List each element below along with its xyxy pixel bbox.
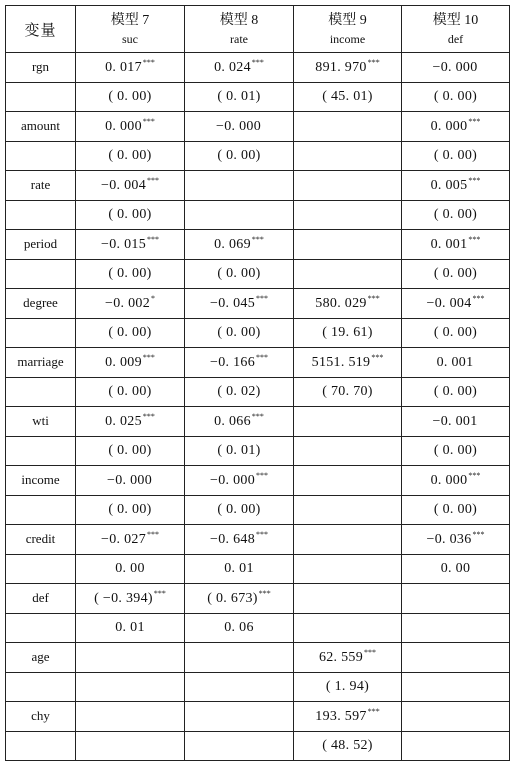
standard-error-row bbox=[6, 318, 510, 348]
coefficient-cell bbox=[294, 171, 402, 201]
coefficient-value: 0. 024 bbox=[214, 60, 251, 76]
coefficient-value: −0. 027 bbox=[101, 532, 146, 548]
significance-stars: *** bbox=[251, 412, 264, 422]
standard-error-cell bbox=[185, 731, 294, 761]
coefficient-cell bbox=[76, 289, 185, 319]
standard-error-cell: ( 0. 00) bbox=[185, 495, 294, 525]
coefficient-cell bbox=[76, 407, 185, 437]
standard-error-cell: ( 0. 00) bbox=[402, 200, 510, 230]
coefficient-value: 0. 000 bbox=[430, 473, 468, 489]
model-name: 模型 7 bbox=[110, 12, 150, 28]
standard-error-row bbox=[6, 731, 510, 761]
standard-error-cell: ( 19. 61) bbox=[294, 318, 402, 348]
significance-stars: *** bbox=[367, 294, 380, 304]
model-name: 模型 9 bbox=[328, 12, 367, 28]
coefficient-cell bbox=[185, 289, 294, 319]
regression-table bbox=[5, 5, 510, 761]
standard-error-cell: ( 0. 00) bbox=[76, 259, 185, 289]
coefficient-value: 5151. 519 bbox=[311, 355, 371, 371]
significance-stars: *** bbox=[147, 235, 159, 245]
coefficient-value: 0. 001 bbox=[430, 237, 468, 253]
significance-stars: * bbox=[151, 294, 155, 304]
coefficient-cell bbox=[294, 702, 402, 732]
variable-name: degree bbox=[6, 289, 76, 319]
significance-stars: *** bbox=[468, 471, 481, 481]
standard-error-cell: 0. 00 bbox=[76, 554, 185, 584]
significance-stars: *** bbox=[371, 353, 384, 363]
empty-variable-cell bbox=[6, 259, 76, 289]
variable-name: amount bbox=[6, 112, 76, 142]
table-body bbox=[6, 53, 510, 761]
standard-error-cell bbox=[294, 259, 402, 289]
standard-error-cell: ( 0. 01) bbox=[185, 82, 294, 112]
coefficient-row bbox=[6, 112, 510, 142]
coefficient-value: 62. 559 bbox=[318, 650, 364, 666]
coefficient-value: 0. 025 bbox=[105, 414, 142, 430]
significance-stars: *** bbox=[468, 176, 481, 186]
coefficient-row bbox=[6, 643, 510, 673]
coefficient-row bbox=[6, 171, 510, 201]
dependent-variable: rate bbox=[230, 31, 248, 46]
coefficient-value: −0. 045 bbox=[210, 296, 255, 312]
dependent-variable: suc bbox=[122, 31, 138, 46]
standard-error-row bbox=[6, 377, 510, 407]
coefficient-cell bbox=[76, 466, 185, 496]
coefficient-value: −0. 000 bbox=[210, 473, 255, 489]
coefficient-cell bbox=[76, 230, 185, 260]
empty-variable-cell bbox=[6, 554, 76, 584]
coefficient-cell bbox=[294, 112, 402, 142]
empty-variable-cell bbox=[6, 141, 76, 171]
coefficient-cell bbox=[402, 702, 510, 732]
empty-variable-cell bbox=[6, 731, 76, 761]
coefficient-value: −0. 000 bbox=[107, 473, 152, 489]
model-header-9 bbox=[294, 6, 402, 53]
standard-error-row bbox=[6, 82, 510, 112]
coefficient-cell bbox=[294, 584, 402, 614]
standard-error-cell: ( 0. 00) bbox=[76, 436, 185, 466]
standard-error-row bbox=[6, 495, 510, 525]
coefficient-value: 193. 597 bbox=[315, 709, 367, 725]
coefficient-cell bbox=[402, 407, 510, 437]
significance-stars: *** bbox=[153, 589, 166, 599]
coefficient-cell bbox=[185, 407, 294, 437]
standard-error-cell: ( 0. 00) bbox=[402, 436, 510, 466]
empty-variable-cell bbox=[6, 200, 76, 230]
significance-stars: *** bbox=[147, 176, 159, 186]
significance-stars: *** bbox=[468, 235, 481, 245]
coefficient-cell bbox=[76, 702, 185, 732]
model-name: 模型 10 bbox=[432, 12, 479, 28]
coefficient-cell bbox=[185, 525, 294, 555]
standard-error-cell: ( 48. 52) bbox=[294, 731, 402, 761]
coefficient-row bbox=[6, 584, 510, 614]
coefficient-cell bbox=[402, 466, 510, 496]
coefficient-cell bbox=[294, 348, 402, 378]
significance-stars: *** bbox=[251, 235, 264, 245]
coefficient-row bbox=[6, 466, 510, 496]
empty-variable-cell bbox=[6, 613, 76, 643]
coefficient-value: 0. 069 bbox=[214, 237, 251, 253]
significance-stars: *** bbox=[367, 707, 380, 717]
empty-variable-cell bbox=[6, 436, 76, 466]
coefficient-row bbox=[6, 702, 510, 732]
coefficient-value: 0. 000 bbox=[430, 119, 468, 135]
empty-variable-cell bbox=[6, 82, 76, 112]
coefficient-cell bbox=[185, 584, 294, 614]
standard-error-cell: ( 0. 00) bbox=[402, 82, 510, 112]
coefficient-row bbox=[6, 525, 510, 555]
standard-error-cell: 0. 01 bbox=[76, 613, 185, 643]
coefficient-value: 0. 009 bbox=[105, 355, 142, 371]
coefficient-cell bbox=[402, 230, 510, 260]
standard-error-cell: ( 0. 00) bbox=[402, 495, 510, 525]
coefficient-value: −0. 000 bbox=[432, 60, 478, 76]
coefficient-value: 0. 066 bbox=[214, 414, 251, 430]
standard-error-cell: ( 0. 00) bbox=[76, 495, 185, 525]
standard-error-row bbox=[6, 672, 510, 702]
coefficient-cell bbox=[294, 643, 402, 673]
standard-error-row bbox=[6, 613, 510, 643]
coefficient-cell bbox=[76, 584, 185, 614]
coefficient-cell bbox=[185, 348, 294, 378]
significance-stars: *** bbox=[468, 117, 481, 127]
coefficient-value: 0. 001 bbox=[436, 355, 474, 371]
coefficient-cell bbox=[185, 230, 294, 260]
significance-stars: *** bbox=[142, 412, 155, 422]
variable-name: wti bbox=[6, 407, 76, 437]
standard-error-cell bbox=[294, 436, 402, 466]
dependent-variable: income bbox=[329, 31, 366, 46]
standard-error-row bbox=[6, 200, 510, 230]
coefficient-cell bbox=[185, 53, 294, 83]
standard-error-cell bbox=[402, 731, 510, 761]
standard-error-row bbox=[6, 141, 510, 171]
coefficient-value: −0. 002 bbox=[105, 296, 150, 312]
coefficient-cell bbox=[402, 584, 510, 614]
coefficient-row bbox=[6, 407, 510, 437]
model-name: 模型 8 bbox=[219, 12, 259, 28]
standard-error-cell: ( 0. 00) bbox=[76, 82, 185, 112]
significance-stars: *** bbox=[256, 530, 268, 540]
significance-stars: *** bbox=[364, 648, 377, 658]
standard-error-cell: ( 0. 00) bbox=[402, 141, 510, 171]
standard-error-cell: 0. 01 bbox=[185, 554, 294, 584]
coefficient-cell bbox=[185, 702, 294, 732]
coefficient-cell bbox=[76, 643, 185, 673]
standard-error-row bbox=[6, 436, 510, 466]
coefficient-cell bbox=[294, 230, 402, 260]
dependent-variable: def bbox=[447, 31, 464, 46]
standard-error-cell: ( 0. 00) bbox=[402, 259, 510, 289]
significance-stars: *** bbox=[472, 530, 485, 540]
coefficient-cell bbox=[76, 112, 185, 142]
coefficient-value: 891. 970 bbox=[315, 60, 367, 76]
standard-error-cell bbox=[185, 672, 294, 702]
variable-name: rgn bbox=[6, 53, 76, 83]
coefficient-value: 0. 005 bbox=[430, 178, 468, 194]
coefficient-value: −0. 015 bbox=[101, 237, 146, 253]
coefficient-cell bbox=[402, 289, 510, 319]
standard-error-cell: ( 0. 00) bbox=[76, 377, 185, 407]
coefficient-cell bbox=[294, 466, 402, 496]
standard-error-cell bbox=[294, 200, 402, 230]
coefficient-cell bbox=[185, 466, 294, 496]
coefficient-row bbox=[6, 53, 510, 83]
coefficient-cell bbox=[402, 53, 510, 83]
significance-stars: *** bbox=[142, 58, 155, 68]
coefficient-cell bbox=[402, 171, 510, 201]
coefficient-value: ( −0. 394) bbox=[94, 591, 153, 607]
coefficient-value: 580. 029 bbox=[315, 296, 367, 312]
empty-variable-cell bbox=[6, 377, 76, 407]
standard-error-cell: 0. 00 bbox=[402, 554, 510, 584]
variable-name: income bbox=[6, 466, 76, 496]
significance-stars: *** bbox=[142, 117, 155, 127]
coefficient-cell bbox=[185, 643, 294, 673]
empty-variable-cell bbox=[6, 318, 76, 348]
coefficient-cell bbox=[185, 171, 294, 201]
empty-variable-cell bbox=[6, 495, 76, 525]
standard-error-cell: ( 45. 01) bbox=[294, 82, 402, 112]
significance-stars: *** bbox=[142, 353, 155, 363]
coefficient-cell bbox=[294, 53, 402, 83]
coefficient-cell bbox=[76, 53, 185, 83]
variable-name: marriage bbox=[6, 348, 76, 378]
standard-error-row bbox=[6, 259, 510, 289]
coefficient-value: −0. 648 bbox=[210, 532, 255, 548]
coefficient-value: −0. 166 bbox=[210, 355, 255, 371]
variable-name: period bbox=[6, 230, 76, 260]
variable-name: def bbox=[6, 584, 76, 614]
standard-error-cell bbox=[294, 554, 402, 584]
coefficient-cell bbox=[76, 348, 185, 378]
standard-error-cell: ( 0. 00) bbox=[402, 318, 510, 348]
significance-stars: *** bbox=[147, 530, 159, 540]
standard-error-cell: ( 0. 00) bbox=[76, 318, 185, 348]
coefficient-value: ( 0. 673) bbox=[207, 591, 258, 607]
coefficient-value: −0. 001 bbox=[432, 414, 478, 430]
standard-error-cell: ( 0. 00) bbox=[185, 318, 294, 348]
standard-error-cell bbox=[76, 672, 185, 702]
empty-variable-cell bbox=[6, 672, 76, 702]
coefficient-row bbox=[6, 348, 510, 378]
standard-error-cell: ( 0. 00) bbox=[185, 141, 294, 171]
variable-name: rate bbox=[6, 171, 76, 201]
variable-name: chy bbox=[6, 702, 76, 732]
coefficient-value: −0. 000 bbox=[216, 119, 261, 135]
significance-stars: *** bbox=[472, 294, 485, 304]
standard-error-cell bbox=[294, 495, 402, 525]
standard-error-cell bbox=[402, 613, 510, 643]
header-row bbox=[6, 6, 510, 53]
coefficient-row bbox=[6, 289, 510, 319]
standard-error-cell: ( 0. 02) bbox=[185, 377, 294, 407]
standard-error-cell bbox=[294, 613, 402, 643]
coefficient-cell bbox=[76, 171, 185, 201]
coefficient-cell bbox=[76, 525, 185, 555]
significance-stars: *** bbox=[367, 58, 380, 68]
standard-error-row bbox=[6, 554, 510, 584]
coefficient-cell bbox=[402, 112, 510, 142]
standard-error-cell bbox=[402, 672, 510, 702]
standard-error-cell: ( 0. 00) bbox=[76, 141, 185, 171]
variable-name: age bbox=[6, 643, 76, 673]
standard-error-cell bbox=[294, 141, 402, 171]
coefficient-value: 0. 017 bbox=[105, 60, 142, 76]
significance-stars: *** bbox=[256, 471, 268, 481]
significance-stars: *** bbox=[256, 353, 268, 363]
standard-error-cell: ( 0. 00) bbox=[76, 200, 185, 230]
model-header-8 bbox=[185, 6, 294, 53]
coefficient-value: 0. 000 bbox=[105, 119, 142, 135]
variable-name: credit bbox=[6, 525, 76, 555]
model-header-7 bbox=[76, 6, 185, 53]
standard-error-cell bbox=[76, 731, 185, 761]
coefficient-value: −0. 036 bbox=[426, 532, 472, 548]
significance-stars: *** bbox=[258, 589, 271, 599]
model-header-10 bbox=[402, 6, 510, 53]
coefficient-cell bbox=[402, 525, 510, 555]
standard-error-cell: ( 70. 70) bbox=[294, 377, 402, 407]
coefficient-cell bbox=[402, 348, 510, 378]
coefficient-row bbox=[6, 230, 510, 260]
standard-error-cell: ( 0. 01) bbox=[185, 436, 294, 466]
coefficient-value: −0. 004 bbox=[101, 178, 146, 194]
coefficient-cell bbox=[294, 407, 402, 437]
standard-error-cell: 0. 06 bbox=[185, 613, 294, 643]
significance-stars: *** bbox=[256, 294, 268, 304]
significance-stars: *** bbox=[251, 58, 264, 68]
coefficient-value: −0. 004 bbox=[426, 296, 472, 312]
coefficient-cell bbox=[402, 643, 510, 673]
coefficient-cell bbox=[294, 289, 402, 319]
standard-error-cell: ( 1. 94) bbox=[294, 672, 402, 702]
coefficient-cell bbox=[294, 525, 402, 555]
coefficient-cell bbox=[185, 112, 294, 142]
standard-error-cell: ( 0. 00) bbox=[402, 377, 510, 407]
variable-column-header: 变量 bbox=[6, 6, 76, 53]
standard-error-cell: ( 0. 00) bbox=[185, 259, 294, 289]
standard-error-cell bbox=[185, 200, 294, 230]
